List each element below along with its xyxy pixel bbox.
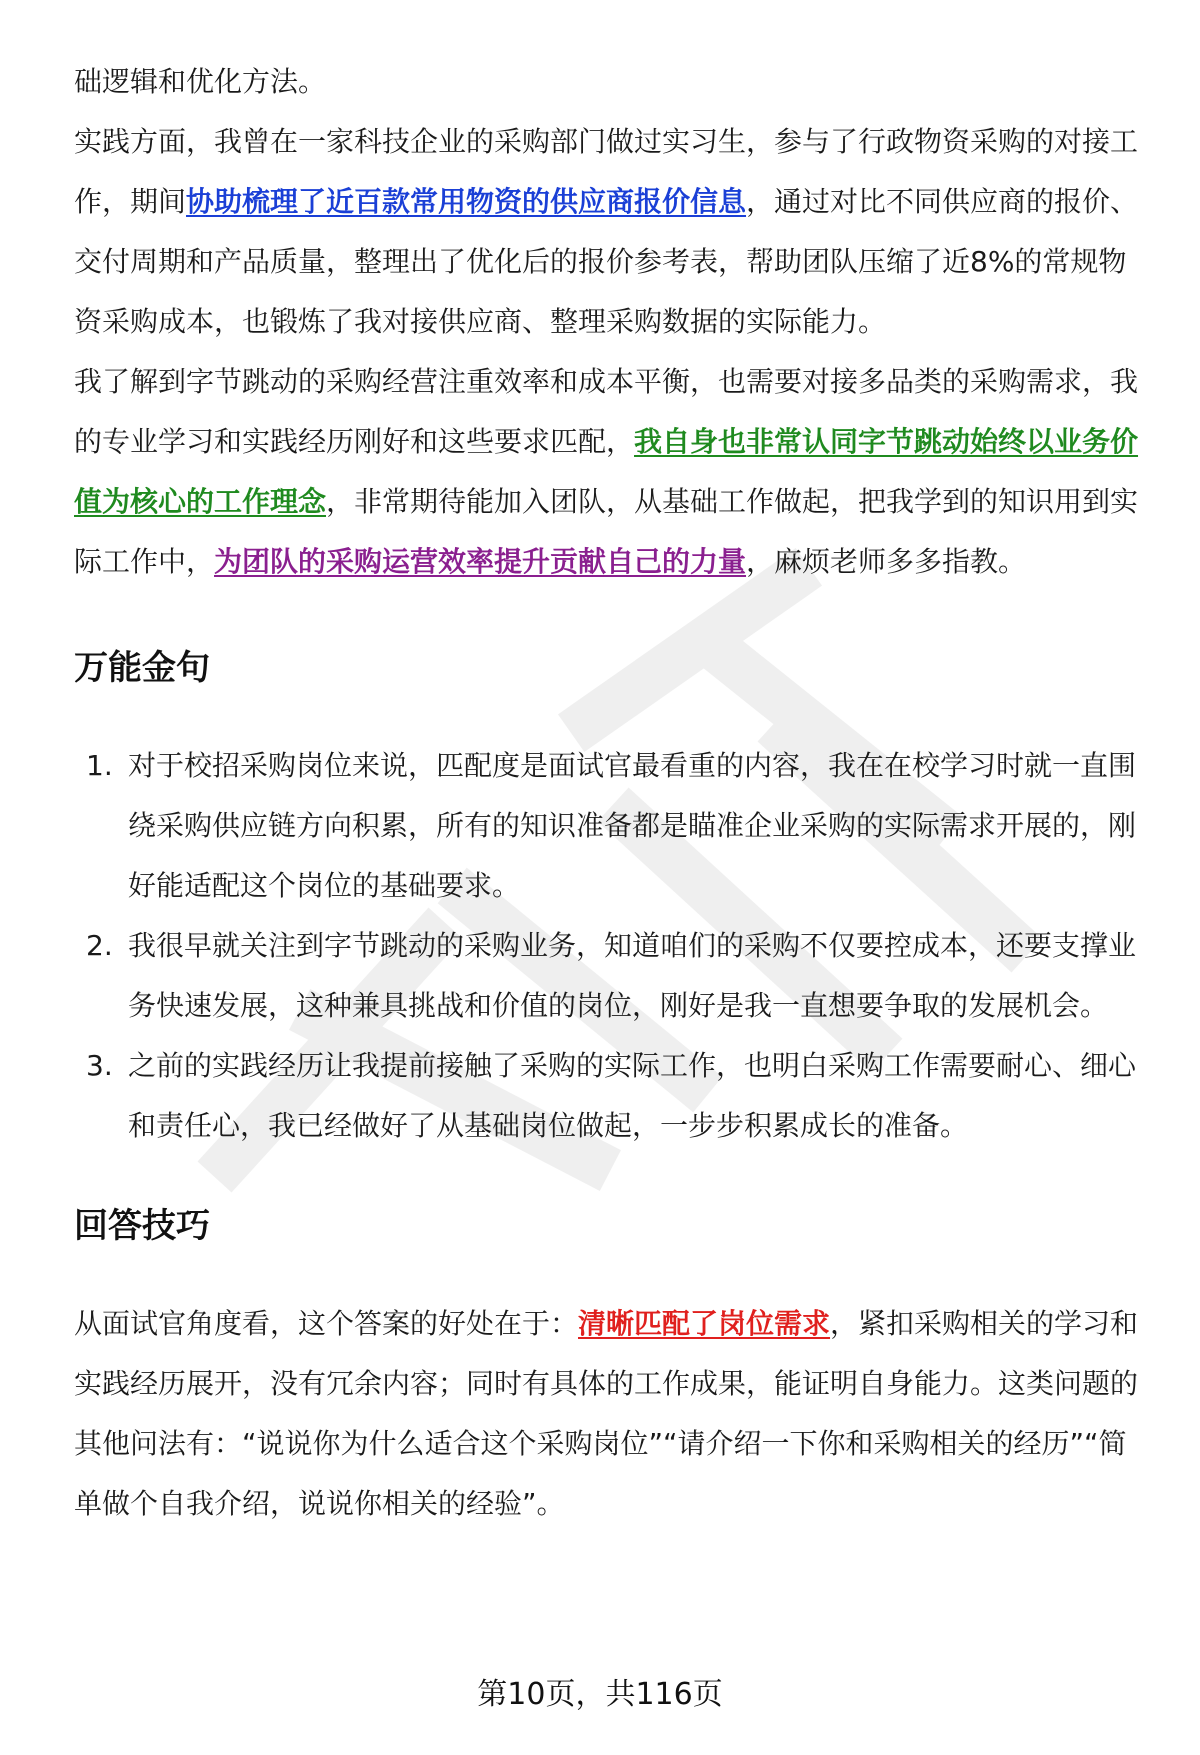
- paragraph-intro-tail: 础逻辑和优化方法。: [74, 65, 327, 98]
- list-item: [74, 916, 1148, 1036]
- list-number: 1.: [86, 749, 113, 782]
- page-number: 第10页，共116页: [477, 1677, 723, 1712]
- text-segment: ，麻烦老师多多指教。: [746, 545, 1027, 578]
- list-number: 2.: [86, 929, 113, 962]
- list-item-text: 对于校招采购岗位来说，匹配度是面试官最看重的内容，我在在校学习时就一直围绕采购供应链方向积累，所有的知识准备都是瞄准企业采购的实际需求开展的，刚好能适配这个岗位的基础要求。: [128, 749, 1137, 902]
- list-item: [74, 1036, 1148, 1156]
- highlight-blue: 协助梳理了近百款常用物资的供应商报价信息: [186, 185, 747, 218]
- highlight-purple: 为团队的采购运营效率提升贡献自己的力量: [214, 545, 747, 578]
- text-segment: ，紧扣采购相关的学习和实践经历展开，没有冗余内容；同时有具体的工作成果，能证明自身能力。这类问题的其他问法有：“说说你为什么适合这个采购岗位”“请介绍一下你和采购相关的经历”“简单做个自我介绍，说说你相关的经验”。: [74, 1307, 1139, 1520]
- highlight-red: 清晰匹配了岗位需求: [578, 1307, 831, 1340]
- text-segment: ，通过对比不同供应商的报价、交付周期和产品质量，整理出了优化后的报价参考表，帮助团队压缩了近8%的常规物资采购成本，也锻炼了我对接供应商、整理采购数据的实际能力。: [74, 185, 1139, 338]
- document-page: [74, 0, 1148, 1534]
- text-segment: 从面试官角度看，这个答案的好处在于：: [74, 1307, 579, 1340]
- section-title-tips: 回答技巧: [74, 1206, 210, 1246]
- highlight-green: 我自身也非常认同字节跳动始终以业务价值为核心的工作理念: [74, 425, 1139, 518]
- list-item: [74, 736, 1148, 916]
- list-number: 3.: [86, 1049, 113, 1082]
- list-item-text: 之前的实践经历让我提前接触了采购的实际工作，也明白采购工作需要耐心、细心和责任心，我已经做好了从基础岗位做起，一步步积累成长的准备。: [128, 1049, 1137, 1142]
- golden-sentence-list: [74, 736, 1148, 1156]
- text-segment: 我了解到字节跳动的采购经营注重效率和成本平衡，也需要对接多品类的采购需求，我的专业学习和实践经历刚好和这些要求匹配，: [74, 365, 1139, 458]
- paragraph-motivation: [74, 352, 1148, 592]
- section-title-golden: 万能金句: [74, 648, 210, 688]
- paragraph-practice: [74, 112, 1148, 352]
- text-segment: 实践方面，我曾在一家科技企业的采购部门做过实习生，参与了行政物资采购的对接工作，期间: [74, 125, 1139, 218]
- list-item-text: 我很早就关注到字节跳动的采购业务，知道咱们的采购不仅要控成本，还要支撑业务快速发展，这种兼具挑战和价值的岗位，刚好是我一直想要争取的发展机会。: [128, 929, 1137, 1022]
- paragraph-tips: [74, 1294, 1148, 1534]
- text-segment: ，非常期待能加入团队，从基础工作做起，把我学到的知识用到实际工作中，: [74, 485, 1139, 578]
